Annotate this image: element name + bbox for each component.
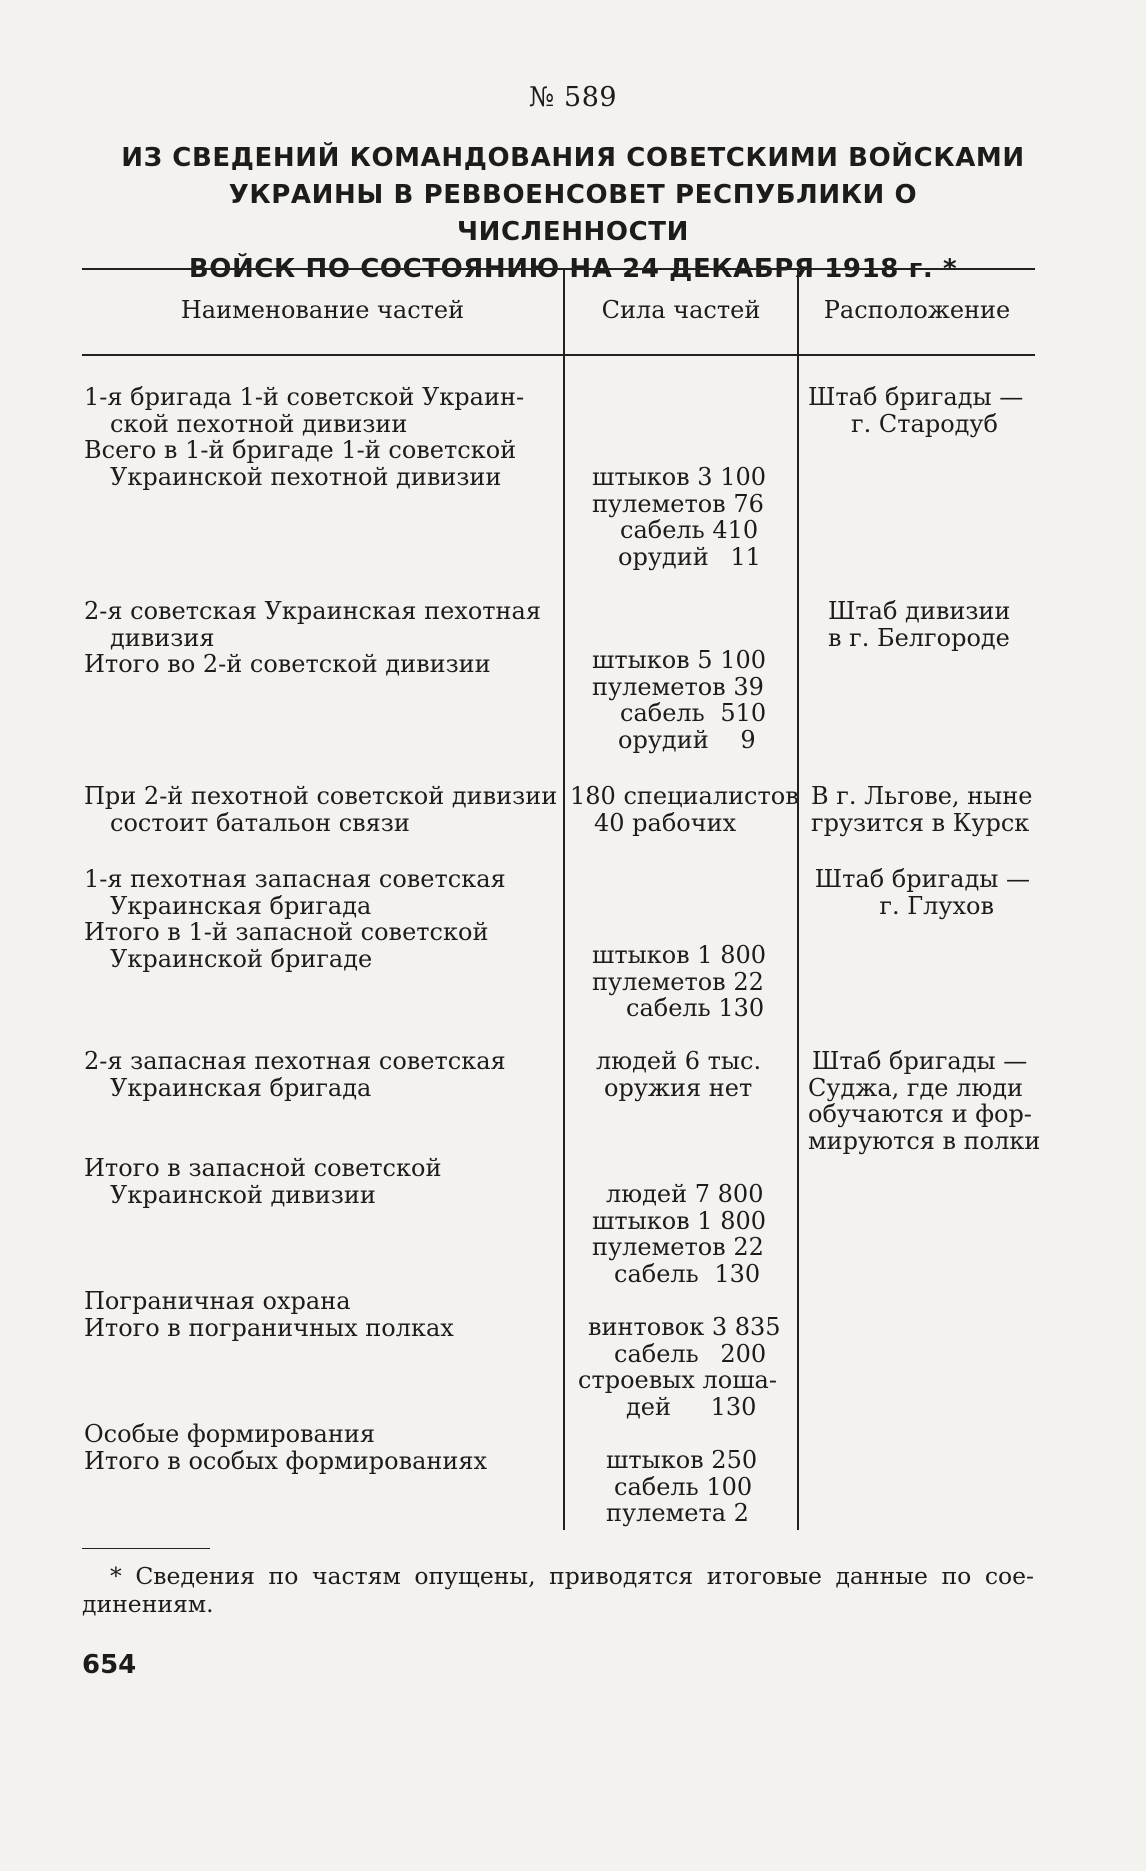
strength-line: штыков 5 100 <box>592 646 767 674</box>
table-top-rule <box>82 268 1035 270</box>
location-line: Штаб бригады — <box>812 1047 1028 1075</box>
table-row-strength <box>592 942 766 1022</box>
table-row-name <box>84 782 558 837</box>
footnote <box>82 1562 1034 1618</box>
column-divider <box>797 268 799 1530</box>
title-line: ВОЙСК ПО СОСТОЯНИЮ НА 24 ДЕКАБРЯ 1918 г. * <box>188 254 958 284</box>
strength-line: орудий 9 <box>618 725 756 754</box>
table-row-name <box>84 1288 546 1341</box>
name-line: Итого в особых формированиях <box>84 1446 488 1475</box>
strength-line: сабель 100 <box>614 1472 753 1501</box>
name-line: 1-я бригада 1-й советской Украин- <box>84 383 525 411</box>
location-line: Штаб бригады — <box>814 865 1030 893</box>
strength-line: дей 130 <box>626 1392 757 1421</box>
name-line: Всего в 1-й бригаде 1-й советской <box>84 436 517 464</box>
strength-line: винтовок 3 835 <box>588 1313 781 1341</box>
document-title <box>120 140 1026 288</box>
footnote-line: динениям. <box>82 1590 214 1618</box>
location-line: г. Глухов <box>879 891 994 920</box>
strength-line: пулеметов 22 <box>592 1233 764 1261</box>
strength-line: сабель 130 <box>614 1259 761 1288</box>
column-header-name: Наименование частей <box>180 296 465 324</box>
location-line: в г. Белгороде <box>828 623 1010 652</box>
name-line: Итого во 2-й советской дивизии <box>84 650 491 678</box>
table-row-name <box>84 866 546 972</box>
location-line: Суджа, где люди <box>808 1073 1024 1102</box>
location-line: Штаб бригады — <box>808 383 1024 411</box>
table-row-name <box>84 384 546 490</box>
strength-line: сабель 130 <box>626 994 765 1022</box>
name-line: дивизия <box>110 623 215 652</box>
location-line: грузится в Курск <box>811 808 1030 837</box>
strength-line: штыков 1 800 <box>592 941 767 969</box>
strength-line: строевых лоша- <box>578 1366 777 1394</box>
strength-line: штыков 250 <box>606 1446 758 1474</box>
strength-line: пулеметов 39 <box>592 672 764 701</box>
page-number: 654 <box>82 1650 137 1680</box>
column-header-strength: Сила частей <box>601 296 761 324</box>
table-row-strength <box>596 1048 761 1101</box>
title-line: ИЗ СВЕДЕНИЙ КОМАНДОВАНИЯ СОВЕТСКИМИ ВОЙСКАМИ <box>121 143 1025 173</box>
location-line: мируются в полки <box>808 1126 1041 1155</box>
table-row-location <box>828 598 1018 651</box>
title-line: УКРАИНЫ В РЕВВОЕНСОВЕТ РЕСПУБЛИКИ О ЧИСЛЕННОСТИ <box>228 180 918 247</box>
name-line: 2-я советская Украинская пехотная <box>84 597 541 625</box>
strength-line: пулеметов 22 <box>592 967 764 996</box>
strength-line: штыков 1 800 <box>592 1206 767 1235</box>
name-line: Украинская бригада <box>110 1073 372 1102</box>
table-row-strength <box>578 1314 781 1420</box>
table-row-strength <box>592 464 766 570</box>
document-number: № 589 <box>528 82 618 113</box>
strength-line: 180 специалистов <box>570 782 799 810</box>
name-line: состоит батальон связи <box>110 808 410 837</box>
table-row-strength <box>570 782 799 837</box>
name-line: Украинской бригаде <box>110 944 373 973</box>
table-row-strength <box>592 647 766 753</box>
name-line: Особые формирования <box>84 1420 375 1448</box>
name-line: 1-я пехотная запасная советская <box>84 865 506 893</box>
name-line: Украинской пехотной дивизии <box>110 462 502 491</box>
column-header-location: Расположение <box>823 296 1011 324</box>
location-line: В г. Льгове, ныне <box>811 782 1033 810</box>
name-line: Итого в запасной советской <box>84 1154 442 1182</box>
column-divider <box>563 268 565 1530</box>
table-row-strength <box>592 1181 766 1287</box>
table-row-name <box>84 1048 546 1101</box>
strength-line: людей 6 тыс. <box>596 1047 762 1075</box>
strength-line: оружия нет <box>604 1073 753 1102</box>
name-line: Итого в пограничных полках <box>84 1313 454 1342</box>
strength-line: орудий 11 <box>618 542 761 571</box>
table-row-name <box>84 598 546 678</box>
name-line: Итого в 1-й запасной советской <box>84 918 489 946</box>
strength-line: людей 7 800 <box>606 1180 764 1208</box>
name-line: При 2-й пехотной советской дивизии <box>84 782 558 810</box>
strength-line: сабель 410 <box>620 516 759 544</box>
footnote-line: * Сведения по частям опущены, приводятся итоговые данные по сое- <box>110 1562 1034 1590</box>
strength-line: 40 рабочих <box>594 808 737 837</box>
strength-line: пулемета 2 <box>606 1499 749 1527</box>
strength-line: штыков 3 100 <box>592 463 767 491</box>
table-row-name <box>84 1155 546 1208</box>
location-line: обучаются и фор- <box>808 1100 1032 1128</box>
table-row-location <box>808 866 1030 919</box>
table-row-name <box>84 1421 546 1474</box>
table-row-location <box>808 1047 1041 1155</box>
table-row-location <box>811 783 1036 836</box>
name-line: Пограничная охрана <box>84 1287 351 1315</box>
location-line: Штаб дивизии <box>828 597 1011 625</box>
strength-line: сабель 200 <box>614 1339 767 1368</box>
location-line: г. Стародуб <box>851 409 998 438</box>
footnote-rule <box>82 1548 210 1549</box>
table-header-rule <box>82 354 1035 356</box>
name-line: 2-я запасная пехотная советская <box>84 1047 506 1075</box>
strength-line: пулеметов 76 <box>592 489 764 518</box>
table-row-location <box>808 383 1024 438</box>
table-row-strength <box>606 1447 757 1527</box>
name-line: ской пехотной дивизии <box>110 409 408 438</box>
name-line: Украинская бригада <box>110 891 372 920</box>
name-line: Украинской дивизии <box>110 1180 376 1209</box>
strength-line: сабель 510 <box>620 699 767 727</box>
